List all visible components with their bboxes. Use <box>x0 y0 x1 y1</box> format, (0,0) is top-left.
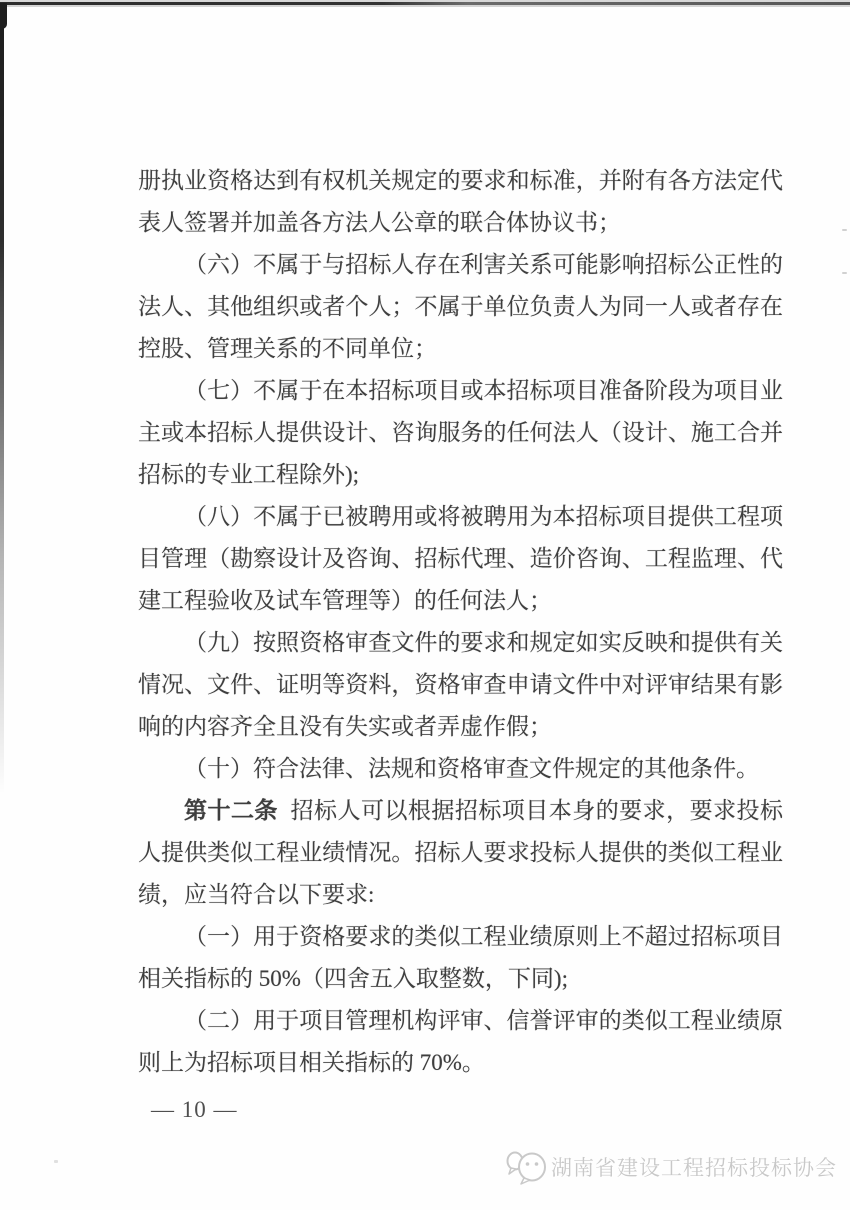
paragraph-continuation: 册执业资格达到有权机关规定的要求和标准，并附有各方法定代表人签署并加盖各方法人公章的联合体协议书； <box>138 168 783 235</box>
item-2: （二）用于项目管理机构评审、信誉评审的类似工程业绩原则上为招标项目相关指标的 70%。 <box>138 1008 783 1075</box>
scan-speck <box>842 272 847 274</box>
wechat-icon <box>506 1148 546 1186</box>
article-12-text: 招标人可以根据招标项目本身的要求，要求投标人提供类似工程业绩情况。招标人要求投标人提供的类似工程业绩，应当符合以下要求: <box>138 798 784 907</box>
clause-7: （七）不属于在本招标项目或本招标项目准备阶段为项目业主或本招标人提供设计、咨询服务的任何法人（设计、施工合并招标的专业工程除外); <box>138 378 783 487</box>
item-1: （一）用于资格要求的类似工程业绩原则上不超过招标项目相关指标的 50%（四舍五入取整数，下同); <box>138 924 783 991</box>
clause-10: （十）符合法律、法规和资格审查文件规定的其他条件。 <box>184 756 759 781</box>
page-number: — 10 — <box>151 1097 238 1122</box>
document-body <box>138 160 783 1084</box>
article-12-number: 第十二条 <box>184 798 278 823</box>
scan-edge-top-blur <box>0 5 850 7</box>
scan-edge-left <box>0 4 4 794</box>
scan-corner-blob <box>0 3 7 29</box>
clause-8: （八）不属于已被聘用或将被聘用为本招标项目提供工程项目管理（勘察设计及咨询、招标代理、造价咨询、工程监理、代建工程验收及试车管理等）的任何法人； <box>138 504 783 613</box>
article-12 <box>138 790 783 916</box>
watermark-text: 湖南省建设工程招标投标协会 <box>551 1156 837 1180</box>
association-watermark <box>506 1146 837 1188</box>
clause-6: （六）不属于与招标人存在利害关系可能影响招标公正性的法人、其他组织或者个人；不属于单位负责人为同一人或者存在控股、管理关系的不同单位； <box>138 252 783 361</box>
scan-speck <box>54 1160 58 1163</box>
clause-9: （九）按照资格审查文件的要求和规定如实反映和提供有关情况、文件、证明等资料，资格审查申请文件中对评审结果有影响的内容齐全且没有失实或者弄虚作假； <box>138 630 783 739</box>
scan-speck <box>842 229 847 231</box>
